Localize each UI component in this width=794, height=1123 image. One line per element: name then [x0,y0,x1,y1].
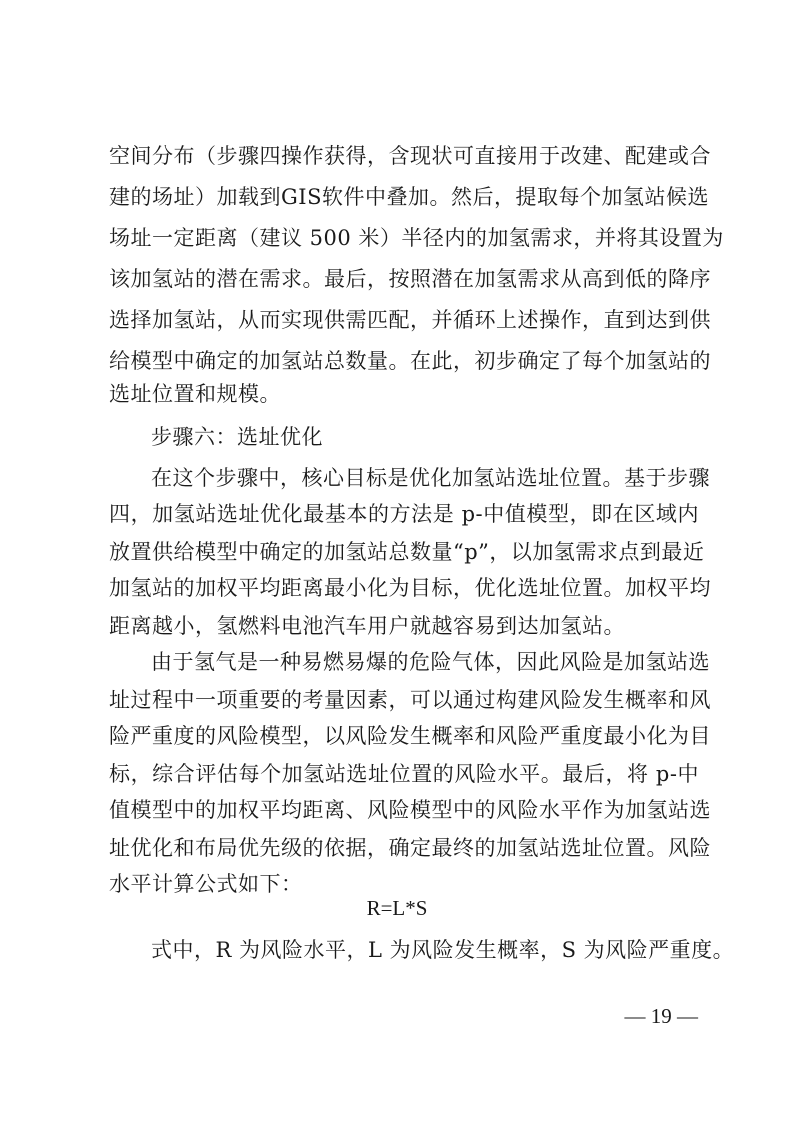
paragraph-line: 址优化和布局优先级的依据，确定最终的加氢站选址位置。风险 [109,836,711,860]
paragraph-line: 空间分布（步骤四操作获得，含现状可直接用于改建、配建或合 [109,144,711,168]
paragraph-line: 该加氢站的潜在需求。最后，按照潜在加氢需求从高到低的降序 [109,267,711,291]
section-heading: 步骤六：选址优化 [151,425,323,449]
paragraph-line: 选址位置和规模。 [109,382,281,406]
paragraph-line: 给模型中确定的加氢站总数量。在此，初步确定了每个加氢站的 [109,349,711,373]
paragraph-line: 选择加氢站，从而实现供需匹配，并循环上述操作，直到达到供 [109,308,711,332]
formula: R=L*S [366,896,428,920]
paragraph-line: 由于氢气是一种易燃易爆的危险气体，因此风险是加氢站选 [151,650,710,674]
paragraph-line: 式中，R 为风险水平，L 为风险发生概率，S 为风险严重度。 [151,938,735,962]
paragraph-line: 放置供给模型中确定的加氢站总数量“p”，以加氢需求点到最近 [109,540,705,564]
paragraph-line: 标，综合评估每个加氢站选址位置的风险水平。最后，将 p-中 [109,762,699,786]
paragraph-line: 场址一定距离（建议 500 米）半径内的加氢需求，并将其设置为 [109,226,724,250]
paragraph-line: 距离越小，氢燃料电池汽车用户就越容易到达加氢站。 [109,614,625,638]
paragraph-line: 四，加氢站选址优化最基本的方法是 p-中值模型，即在区域内 [109,502,699,526]
paragraph-line: 在这个步骤中，核心目标是优化加氢站选址位置。基于步骤 [151,466,710,490]
paragraph-line: 址过程中一项重要的考量因素，可以通过构建风险发生概率和风 [109,688,711,712]
paragraph-line: 险严重度的风险模型，以风险发生概率和风险严重度最小化为目 [109,724,711,748]
paragraph-line: 水平计算公式如下： [109,872,303,896]
paragraph-line: 值模型中的加权平均距离、风险模型中的风险水平作为加氢站选 [109,798,711,822]
paragraph-line: 建的场址）加载到GIS软件中叠加。然后，提取每个加氢站候选 [109,185,709,209]
paragraph-line: 加氢站的加权平均距离最小化为目标，优化选址位置。加权平均 [109,576,711,600]
page-number: — 19 — [624,1004,698,1028]
